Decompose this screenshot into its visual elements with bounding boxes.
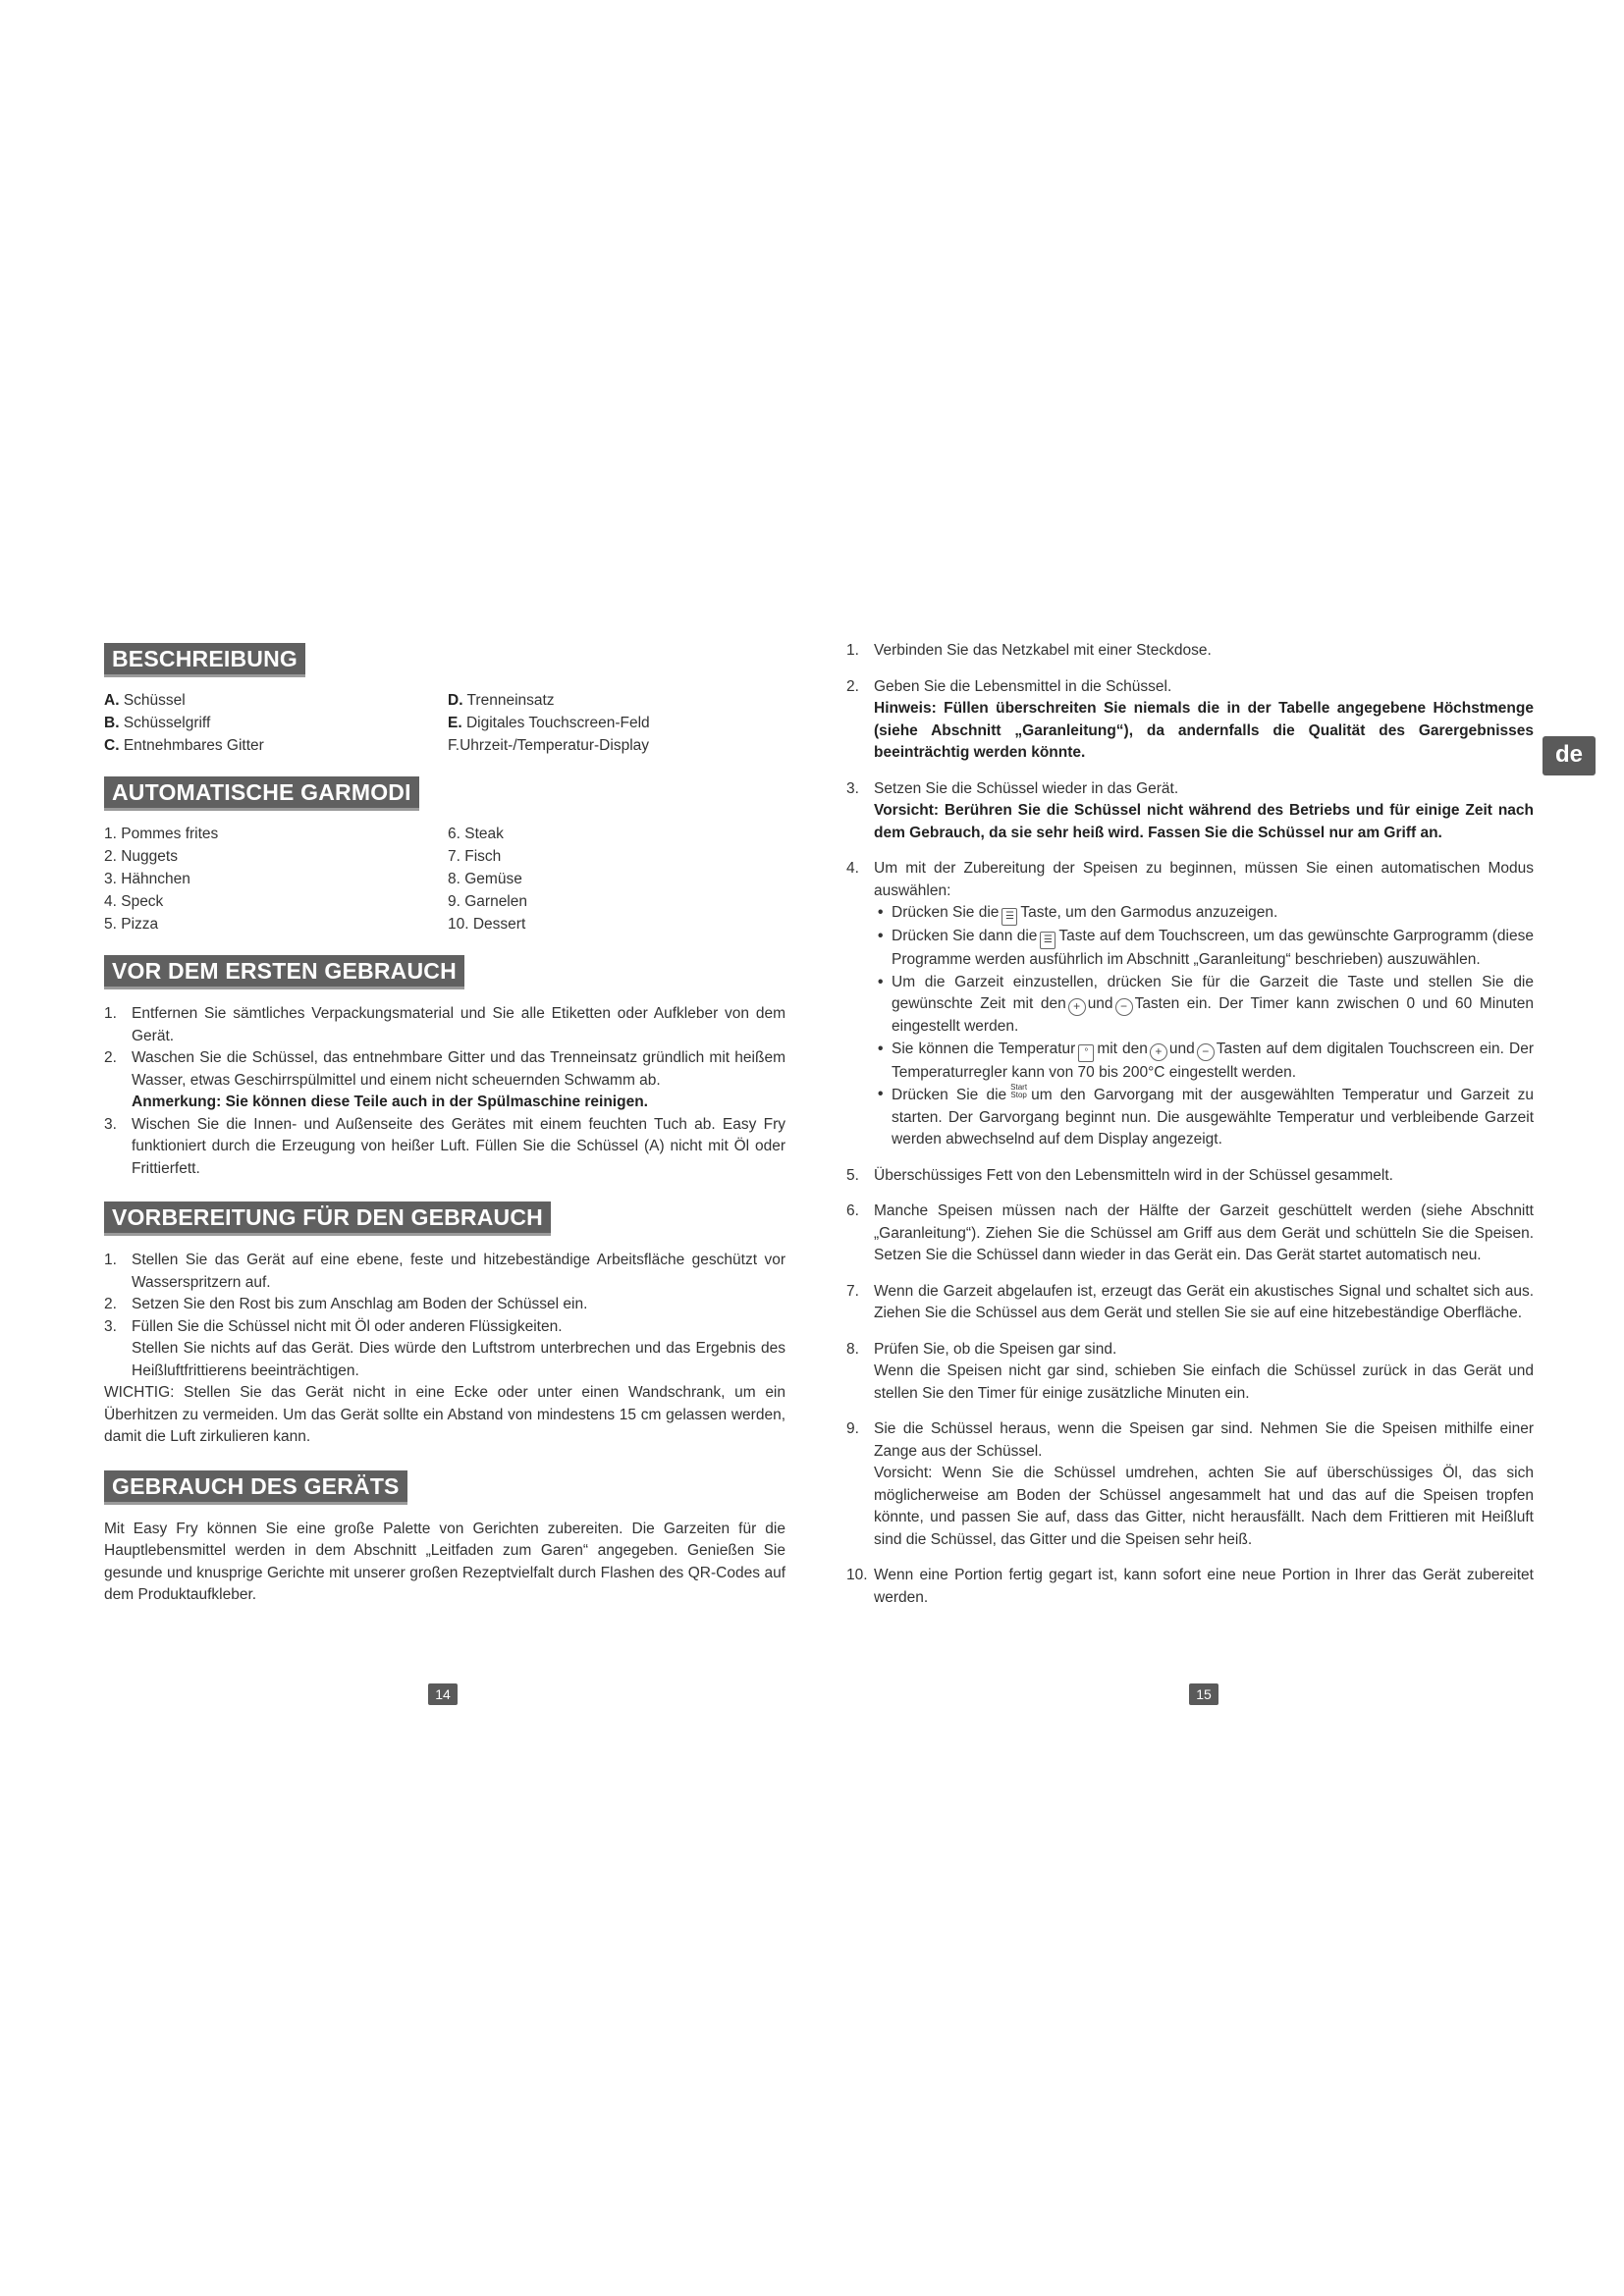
usage-steps (846, 640, 1534, 1609)
bullet-item: • Drücken Sie die ☰ Taste, um den Garmodus anzuzeigen. (874, 902, 1534, 926)
start-stop-icon: Start Stop (1010, 1083, 1028, 1099)
caution: Vorsicht: Berühren Sie die Schüssel nicht während des Betriebs und für einige Zeit nach dem Gebrauch, da sie sehr heiß wird. Fassen Sie die Schüssel nur am Griff an. (874, 802, 1534, 841)
step-9: 9. Sie die Schüssel heraus, wenn die Speisen gar sind. Nehmen Sie die Speisen mithilfe einer Zange aus der Schüssel. Vorsicht: Wenn Sie die Schüssel umdrehen, achten Sie auf überschüssiges Öl, das sich möglicherweise am Boden der Schüssel angesammelt hat und das auf die Speisen tropfen könnte, und passen Sie auf, dass das Gitter, nicht herausfällt. Nach dem Frittieren mit Heißluft sind die Schüssel, das Gitter und die Speisen sehr heiß. (846, 1420, 1534, 1548)
gebrauch-text: Mit Easy Fry können Sie eine große Palette von Gerichten zubereiten. Die Garzeiten für die Hauptlebensmittel werden in dem Abschnitt „Leitfaden zum Garen“ angegeben. Genießen Sie gesunde und knusprige Gerichte mit unserer großen Rezeptvielfalt durch Flashen des QR-Codes auf dem Produktaufkleber. (104, 1520, 785, 1603)
hint: Hinweis: Füllen überschreiten Sie niemals die in der Tabelle angegebene Höchstmenge (siehe Abschnitt „Garanleitung“), da andernfalls die Qualität des Garergebnisses beeinträchtig werden könnte. (874, 700, 1534, 761)
minus-icon: − (1115, 998, 1133, 1016)
mode-icon: ☰ (1001, 908, 1017, 926)
list-item: 3. Füllen Sie die Schüssel nicht mit Öl oder anderen Flüssigkeiten. Stellen Sie nichts auf das Gerät. Dies würde den Luftstrom unterbrechen und das Ergebnis des Heißluftfrittierens beeinträchtigen. (104, 1317, 785, 1379)
list-item: 3. Wischen Sie die Innen- und Außenseite des Gerätes mit einem feuchten Tuch ab. Easy Fry funktioniert durch die Erzeugung von heißer Luft. Füllen Sie die Schüssel (A) nicht mit Öl oder Frittierfett. (104, 1115, 785, 1177)
section-gebrauch (104, 1470, 785, 1607)
section-title: VOR DEM ERSTEN GEBRAUCH (104, 955, 464, 989)
note: Anmerkung: Sie können diese Teile auch in der Spülmaschine reinigen. (132, 1094, 648, 1110)
right-page (846, 640, 1534, 1623)
part-item: D. Trenneinsatz (448, 692, 555, 709)
program-icon: ☰ (1040, 932, 1056, 949)
section-title: GEBRAUCH DES GERÄTS (104, 1470, 407, 1505)
section-beschreibung (104, 643, 785, 755)
part-item: F.Uhrzeit-/Temperatur-Display (448, 737, 650, 754)
step-6: 6. Manche Speisen müssen nach der Hälfte der Garzeit geschüttelt werden (siehe Abschnitt „Garanleitung“). Ziehen Sie die Schüssel am Griff aus dem Gerät und schütteln Sie die Speisen. Setzen Sie die Schüssel dann wieder in das Gerät ein. Das Gerät startet automatisch neu. (846, 1202, 1534, 1263)
mode-item: 8. Gemüse (448, 871, 522, 887)
step-7: 7. Wenn die Garzeit abgelaufen ist, erzeugt das Gerät ein akustisches Signal und schaltet sich aus. Ziehen Sie die Schüssel aus dem Gerät und stellen Sie sie auf eine hitzebeständige Oberfläche. (846, 1282, 1534, 1321)
mode-item: 9. Garnelen (448, 893, 527, 910)
wichtig-text: WICHTIG: Stellen Sie das Gerät nicht in eine Ecke oder unter einen Wandschrank, um ein Überhitzen zu vermeiden. Um das Gerät sollte ein Abstand von mindestens 15 cm gelassen werden, damit die Luft zirkulieren kann. (104, 1384, 785, 1445)
mode-item: 3. Hähnchen (104, 871, 190, 887)
mode-item: 6. Steak (448, 826, 504, 842)
part-item: B. Schüsselgriff (104, 715, 211, 731)
list-item: 2. Setzen Sie den Rost bis zum Anschlag am Boden der Schüssel ein. (104, 1296, 588, 1312)
step-1: 1. Verbinden Sie das Netzkabel mit einer Steckdose. (846, 642, 1212, 659)
bullet-item: • Um die Garzeit einzustellen, drücken Sie für die Garzeit die Taste und stellen Sie die gewünschte Zeit mit den + und − Tasten ein. Der Timer kann zwischen 0 und 60 Minuten eingestellt werden. (878, 973, 1534, 1035)
parts-list (104, 691, 785, 755)
step-5: 5. Überschüssiges Fett von den Lebensmitteln wird in der Schüssel gesammelt. (846, 1166, 1393, 1184)
plus-icon: + (1150, 1043, 1167, 1061)
preparation-list (104, 1250, 785, 1382)
step-2: 2. Geben Sie die Lebensmittel in die Schüssel. Hinweis: Füllen überschreiten Sie niemals die in der Tabelle angegebene Höchstmenge (siehe Abschnitt „Garanleitung“), da andernfalls die Qualität des Garergebnisses beeinträchtig werden könnte. (846, 677, 1534, 761)
page-number-right: 15 (1189, 1683, 1218, 1705)
list-item: 1. Stellen Sie das Gerät auf eine ebene, feste und hitzebeständige Arbeitsfläche geschützt vor Wasserspritzern auf. (104, 1252, 785, 1291)
language-tab: de (1543, 736, 1596, 775)
caution: Vorsicht: Wenn Sie die Schüssel umdrehen, achten Sie auf überschüssiges Öl, das sich möglicherweise am Boden der Schüssel angesammelt hat und das auf die Speisen tropfen könnte, und passen Sie auf, dass das Gitter, nicht herausfällt. Nach dem Frittieren mit Heißluft sind die Schüssel, das Gitter und die Speisen sehr heiß. (874, 1465, 1534, 1548)
list-item: 2. Waschen Sie die Schüssel, das entnehmbare Gitter und das Trenneinsatz gründlich mit heißem Wasser, etwas Geschirrspülmittel und einem nicht scheuernden Schwamm ab. Anmerkung: Sie können diese Teile auch in der Spülmaschine reinigen. (104, 1049, 785, 1110)
step-4: 4. Um mit der Zubereitung der Speisen zu beginnen, müssen Sie einen automatischen Modus auswählen: • Drücken Sie die ☰ Taste, um den Garmodus anzuzeigen. • Drücken Sie dann die ☰ Taste auf dem Touchscreen, um das gewünschte Garprogramm (diese Programme werden ausführlich im Abschnitt „Garanleitung“ beschrieben) auszuwählen. • Um die Garzeit einzustellen, drücken Sie für die Garzeit die Taste und stellen Sie die gewünschte Zeit mit den + und − Tasten ein. Der Timer kann zwischen 0 und 60 Minuten eingestellt werden. • Sie können die Temperatur ° mit den + und − Tasten auf dem digitalen Touchscreen ein. Der Temperaturregler kann von 70 bis 200°C eingestellt werden. • Drücken Sie die Start Stop um den Garvorgang mit der ausgewählten Temperatur und Garzeit zu starten. Der Garvorgang beginnt nun. Die ausgewählte Temperatur und verbleibende Garzeit werden abwechselnd auf dem Display angezeigt. (846, 858, 1534, 1151)
modes-list (104, 825, 785, 934)
part-item: E. Digitales Touchscreen-Feld (448, 715, 650, 731)
mode-item: 7. Fisch (448, 848, 502, 865)
section-title: BESCHREIBUNG (104, 643, 305, 677)
left-page (104, 643, 785, 1629)
mode-bullets (874, 902, 1534, 1151)
first-use-list (104, 1003, 785, 1180)
section-vorbereitung (104, 1201, 785, 1449)
mode-item: 10. Dessert (448, 916, 526, 933)
list-item: 1. Entfernen Sie sämtliches Verpackungsmaterial und Sie alle Etiketten oder Aufkleber von dem Gerät. (104, 1005, 785, 1044)
minus-icon: − (1197, 1043, 1215, 1061)
thermometer-icon: ° (1078, 1044, 1094, 1062)
bullet-item: • Sie können die Temperatur ° mit den + und − Tasten auf dem digitalen Touchscreen ein. Der Temperaturregler kann von 70 bis 200°C eingestellt werden. (878, 1040, 1534, 1081)
note: Stellen Sie nichts auf das Gerät. Dies würde den Luftstrom unterbrechen und das Ergebnis des Heißluftfrittierens beeinträchtigen. (132, 1340, 785, 1379)
step-3: 3. Setzen Sie die Schüssel wieder in das Gerät. Vorsicht: Berühren Sie die Schüssel nicht während des Betriebs und für einige Zeit nach dem Gebrauch, da sie sehr heiß wird. Fassen Sie die Schüssel nur am Griff an. (846, 779, 1534, 841)
section-erster-gebrauch (104, 955, 785, 1180)
step-10: 10. Wenn eine Portion fertig gegart ist, kann sofort eine neue Portion in Ihrer das Gerät zubereitet werden. (846, 1567, 1534, 1606)
part-item: C. Entnehmbares Gitter (104, 737, 264, 754)
plus-icon: + (1068, 998, 1086, 1016)
section-title: AUTOMATISCHE GARMODI (104, 776, 419, 811)
mode-item: 4. Speck (104, 893, 164, 910)
bullet-item: • Drücken Sie die Start Stop um den Garvorgang mit der ausgewählten Temperatur und Garzeit zu starten. Der Garvorgang beginnt nun. Die ausgewählte Temperatur und verbleibende Garzeit werden abwechselnd auf dem Display angezeigt. (878, 1083, 1534, 1148)
part-item: A. Schüssel (104, 692, 186, 709)
mode-item: 1. Pommes frites (104, 826, 219, 842)
bullet-item: • Drücken Sie dann die ☰ Taste auf dem Touchscreen, um das gewünschte Garprogramm (diese Programme werden ausführlich im Abschnitt „Garanleitung“ beschrieben) auszuwählen. (878, 928, 1534, 968)
section-garmodi (104, 776, 785, 934)
section-title: VORBEREITUNG FÜR DEN GEBRAUCH (104, 1201, 551, 1236)
mode-item: 2. Nuggets (104, 848, 178, 865)
mode-item: 5. Pizza (104, 916, 159, 933)
page-number-left: 14 (428, 1683, 458, 1705)
step-8: 8. Prüfen Sie, ob die Speisen gar sind. Wenn die Speisen nicht gar sind, schieben Sie einfach die Schüssel zurück in das Gerät und stellen Sie den Timer für einige zusätzliche Minuten ein. (846, 1340, 1534, 1402)
